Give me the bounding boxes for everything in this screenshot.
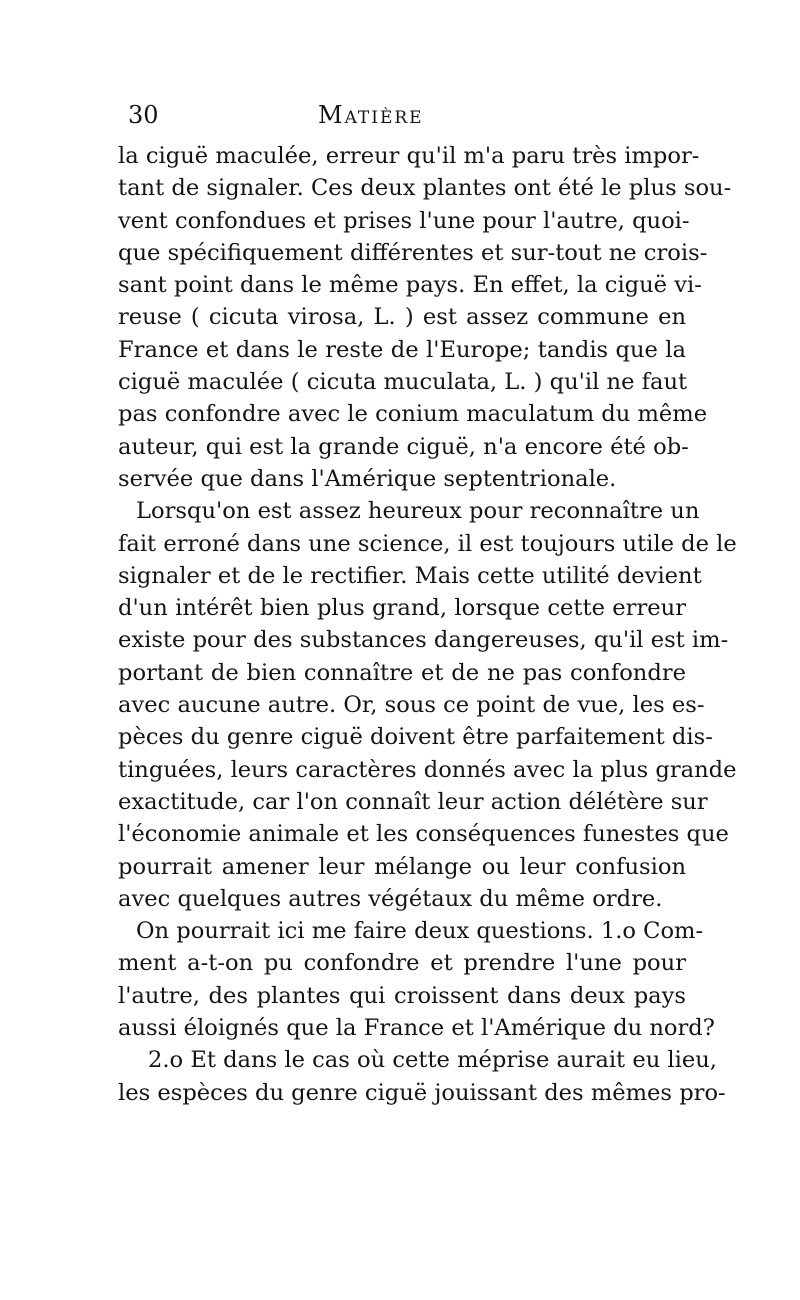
text-line: tant de signaler. Ces deux plantes ont été le plus sou- xyxy=(118,175,732,202)
running-head: Matière xyxy=(318,101,424,129)
text-line: reuse ( cicuta virosa, L. ) est assez commune en xyxy=(118,304,686,331)
text-line: signaler et de le rectifier. Mais cette utilité devient xyxy=(118,562,702,589)
text-line: les espèces du genre ciguë jouissant des mêmes pro- xyxy=(118,1079,726,1106)
text-line: que spécifiquement différentes et sur-tout ne crois- xyxy=(118,239,708,266)
text-line: avec aucune autre. Or, sous ce point de vue, les es- xyxy=(118,692,705,719)
text-line: fait erroné dans une science, il est toujours utile de le xyxy=(118,530,737,557)
text-line: portant de bien connaître et de ne pas confondre xyxy=(118,659,686,686)
text-line: avec quelques autres végétaux du même ordre. xyxy=(118,885,663,912)
text-line: servée que dans l'Amérique septentrionale. xyxy=(118,465,617,492)
text-line: France et dans le reste de l'Europe; tandis que la xyxy=(118,336,686,363)
text-line: pourrait amener leur mélange ou leur confusion xyxy=(118,853,686,880)
text-line: vent confondues et prises l'une pour l'autre, quoi- xyxy=(118,207,690,234)
text-line: sant point dans le même pays. En effet, la ciguë vi- xyxy=(118,272,702,299)
text-line: tinguées, leurs caractères donnés avec la plus grande xyxy=(118,756,737,783)
text-line: pas confondre avec le conium maculatum du même xyxy=(118,401,708,428)
text-line: ment a-t-on pu confondre et prendre l'une pour xyxy=(118,950,686,977)
text-line: l'autre, des plantes qui croissent dans deux pays xyxy=(118,982,686,1009)
page-number: 30 xyxy=(128,101,159,129)
text-line: aussi éloignés que la France et l'Amérique du nord? xyxy=(118,1015,715,1042)
text-line: exactitude, car l'on connaît leur action délétère sur xyxy=(118,788,708,815)
text-line: 2.o Et dans le cas où cette méprise aurait eu lieu, xyxy=(148,1047,717,1074)
page-header xyxy=(118,98,686,132)
text-line: existe pour des substances dangereuses, qu'il est im- xyxy=(118,627,729,654)
text-line: auteur, qui est la grande ciguë, n'a encore été ob- xyxy=(118,433,689,460)
body-text xyxy=(118,140,737,1109)
text-line: d'un intérêt bien plus grand, lorsque cette erreur xyxy=(118,595,686,622)
text-line: l'économie animale et les conséquences funestes que xyxy=(118,821,729,848)
text-line: pèces du genre ciguë doivent être parfaitement dis- xyxy=(118,724,713,751)
text-line: Lorsqu'on est assez heureux pour reconnaître un xyxy=(136,498,700,525)
text-line: la ciguë maculée, erreur qu'il m'a paru très impor- xyxy=(118,143,700,169)
text-line: On pourrait ici me faire deux questions. 1.o Com- xyxy=(136,918,704,945)
text-line: ciguë maculée ( cicuta muculata, L. ) qu'il ne faut xyxy=(118,369,688,396)
